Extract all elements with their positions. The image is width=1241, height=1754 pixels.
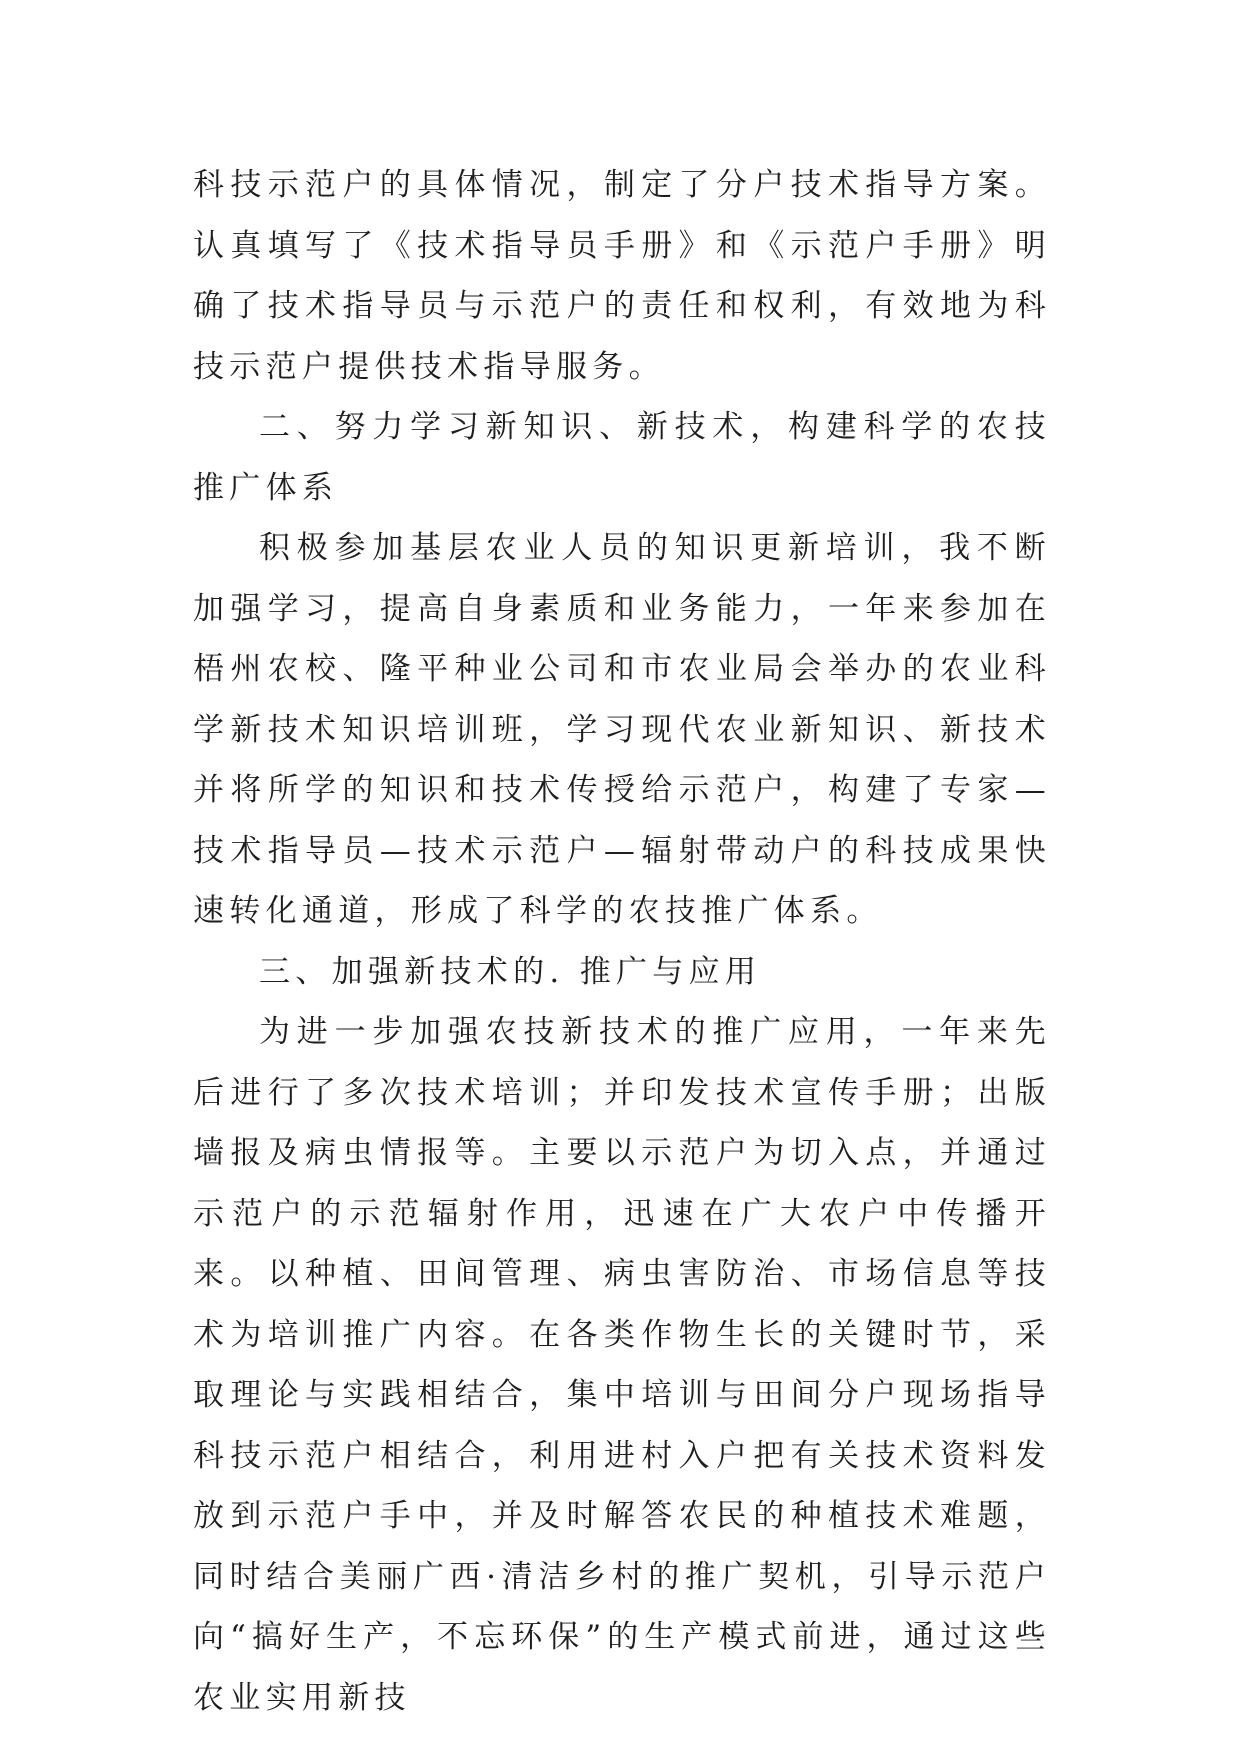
section-heading-two: 二、努力学习新知识、新技术，构建科学的农技推广体系 xyxy=(193,409,1051,506)
document-body xyxy=(193,155,1051,1728)
paragraph-promotion: 为进一步加强农技新技术的推广应用，一年来先后进行了多次技术培训；并印发技术宣传手册；出版墙报及病虫情报等。主要以示范户为切入点，并通过示范户的示范辐射作用，迅速在广大农户中传播开来。以种植、田间管理、病虫害防治、市场信息等技术为培训推广内容。在各类作物生长的关键时节，采取理论与实践相结合，集中培训与田间分户现场指导科技示范户相结合，利用进村入户把有关技术资料发放到示范户手中，并及时解答农民的种植技术难题，同时结合美丽广西·清洁乡村的推广契机，引导示范户向“搞好生产，不忘环保”的生产模式前进，通过这些农业实用新技 xyxy=(193,1014,1051,1716)
paragraph-continuation: 科技示范户的具体情况，制定了分户技术指导方案。认真填写了《技术指导员手册》和《示范户手册》明确了技术指导员与示范户的责任和权利，有效地为科技示范户提供技术指导服务。 xyxy=(193,167,1051,385)
paragraph-training: 积极参加基层农业人员的知识更新培训，我不断加强学习，提高自身素质和业务能力，一年来参加在梧州农校、隆平种业公司和市农业局会举办的农业科学新技术知识培训班，学习现代农业新知识、新技术并将所学的知识和技术传授给示范户，构建了专家—技术指导员—技术示范户—辐射带动户的科技成果快速转化通道，形成了科学的农技推广体系。 xyxy=(193,530,1051,929)
section-heading-three: 三、加强新技术的. 推广与应用 xyxy=(259,953,762,990)
